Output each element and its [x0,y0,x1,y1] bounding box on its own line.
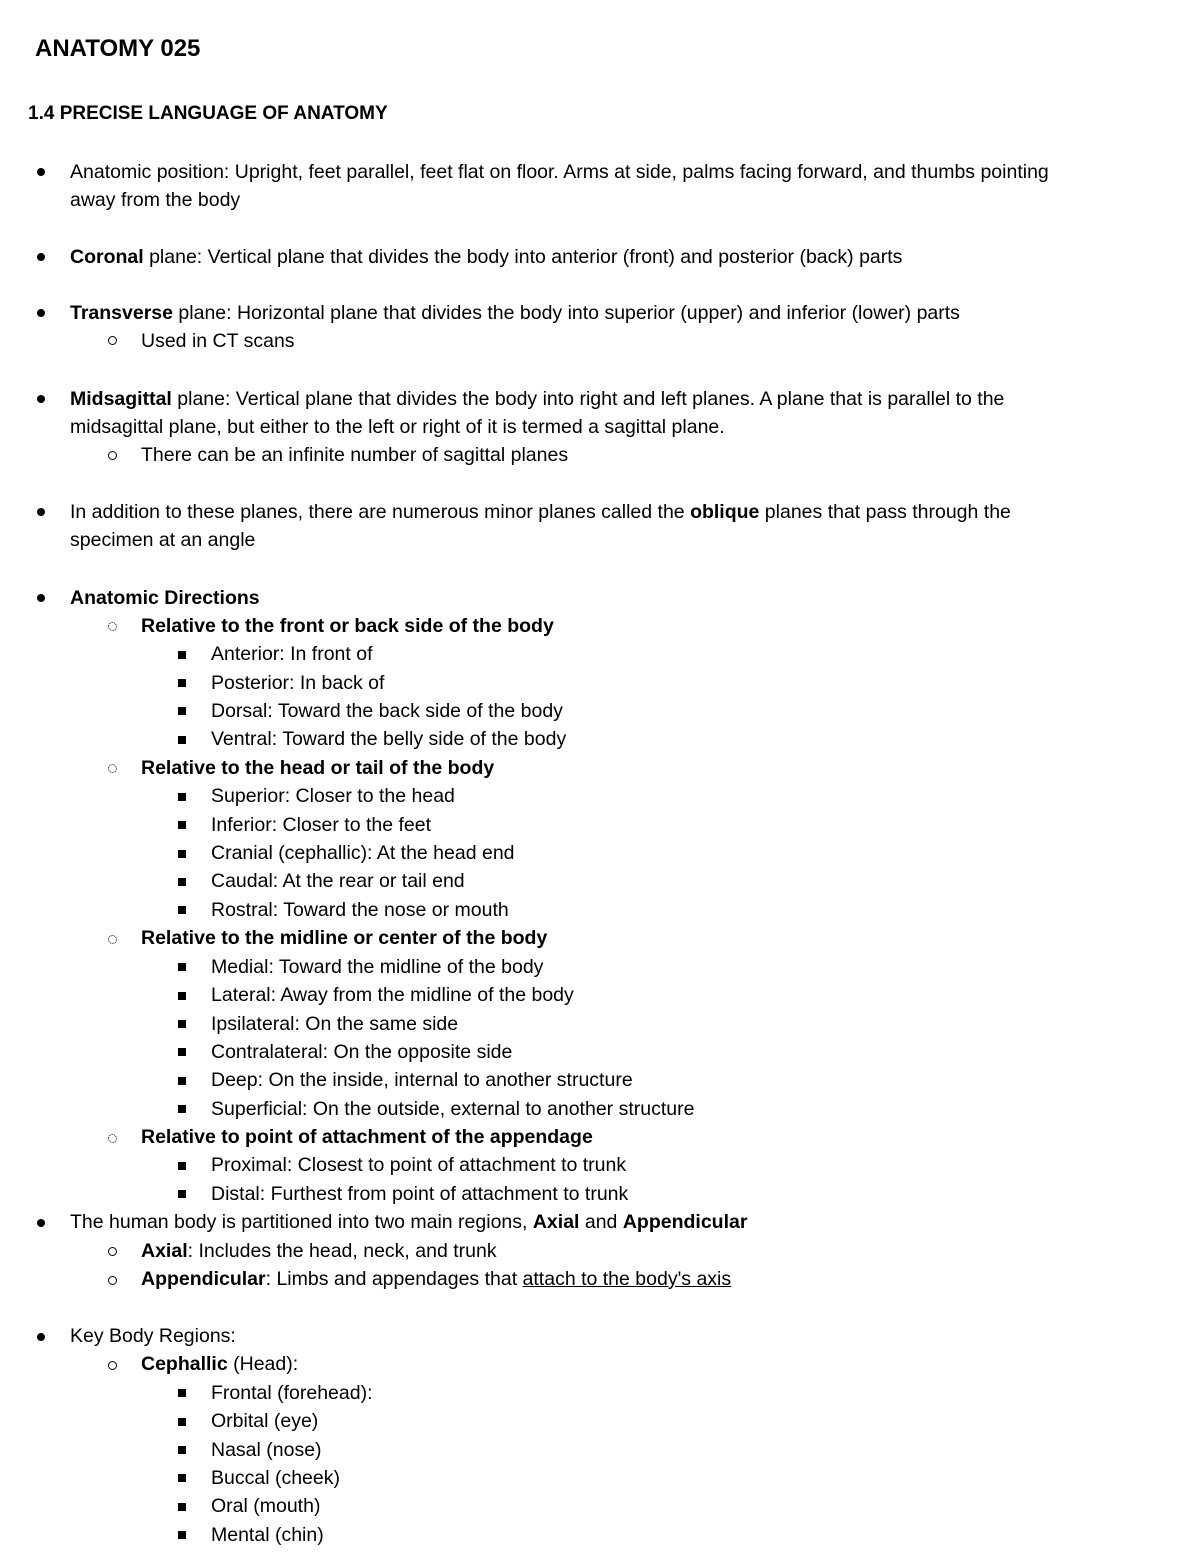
term-deep: Deep: On the inside, internal to another structure [211,1069,633,1091]
term-bold: Cephallic [141,1353,228,1375]
list-item-midsagittal [70,385,1004,413]
term-definition: plane: Vertical plane that divides the body into anterior (front) and posterior (back) parts [143,246,903,268]
bullet-square [178,1162,186,1170]
bullet-dotted-ring [108,622,117,631]
list-item-anatomic-position: Anatomic position: Upright, feet parallel, feet flat on floor. Arms at side, palms facing forward, and thumbs pointing [70,161,1049,183]
term-ventral: Ventral: Toward the belly side of the body [211,728,567,750]
sub-item-appendicular [141,1265,731,1293]
bullet-disc [37,594,45,602]
bullet-dotted-ring [108,1134,117,1143]
bullet-square [178,1446,186,1454]
bullet-disc [37,168,45,176]
bullet-square [178,1077,186,1085]
list-item-continuation: specimen at an angle [70,529,256,551]
term-mental: Mental (chin) [211,1524,324,1546]
bullet-square [178,1020,186,1028]
document-title: ANATOMY 025 [35,35,201,62]
term-definition: : Includes the head, neck, and trunk [187,1240,497,1262]
term-distal: Distal: Furthest from point of attachment to trunk [211,1183,629,1205]
term-bold: Transverse [70,302,173,324]
bullet-disc [37,508,45,516]
bullet-disc [37,395,45,403]
term-superior: Superior: Closer to the head [211,785,455,807]
bullet-dotted-ring [108,764,117,773]
list-item-coronal [70,243,902,271]
bullet-ring [108,1361,117,1370]
text-span: and [579,1211,623,1233]
bullet-square [178,1531,186,1539]
term-nasal: Nasal (nose) [211,1439,322,1461]
bullet-ring [108,1247,117,1256]
text-span: In addition to these planes, there are numerous minor planes called the [70,501,691,523]
underlined-text: attach to the body's axis [522,1268,732,1290]
term-bold: Axial [141,1240,188,1262]
term-frontal: Frontal (forehead): [211,1382,373,1404]
bullet-square [178,793,186,801]
list-item-key-regions: Key Body Regions: [70,1325,236,1347]
list-item-transverse [70,299,960,327]
term-inferior: Inferior: Closer to the feet [211,814,432,836]
sub-item-cephallic [141,1350,298,1378]
bullet-ring [108,1276,117,1285]
term-bold: oblique [690,501,760,523]
section-heading: 1.4 PRECISE LANGUAGE OF ANATOMY [28,103,388,124]
list-item-regions [70,1208,747,1236]
bullet-square [178,850,186,858]
list-item-continuation: away from the body [70,189,241,211]
term-definition: (Head): [227,1353,299,1375]
bullet-square [178,679,186,687]
bullet-square [178,878,186,886]
term-bold: Appendicular [141,1268,266,1290]
bullet-disc [37,253,45,261]
bullet-square [178,736,186,744]
bullet-disc [37,1219,45,1227]
list-item-continuation: midsagittal plane, but either to the left or right of it is termed a sagittal plane. [70,416,725,438]
term-definition: plane: Horizontal plane that divides the body into superior (upper) and inferior (lower) parts [173,302,960,324]
bullet-ring [108,451,117,460]
bullet-square [178,821,186,829]
sub-item-axial [141,1237,497,1265]
sub-item-sagittal-planes: There can be an infinite number of sagittal planes [141,444,569,466]
term-bold: Appendicular [622,1211,748,1233]
term-proximal: Proximal: Closest to point of attachment to trunk [211,1154,627,1176]
term-oral: Oral (mouth) [211,1495,321,1517]
term-anterior: Anterior: In front of [211,643,373,665]
sub-item-ct-scans: Used in CT scans [141,330,295,352]
group-heading-midline: Relative to the midline or center of the body [141,927,548,949]
text-span: The human body is partitioned into two main regions, [70,1211,533,1233]
bullet-square [178,1389,186,1397]
term-bold: Axial [532,1211,580,1233]
term-orbital: Orbital (eye) [211,1410,319,1432]
bullet-square [178,707,186,715]
term-bold: Midsagittal [70,388,172,410]
term-dorsal: Dorsal: Toward the back side of the body [211,700,563,722]
text-span: planes that pass through the [759,501,1011,523]
term-cranial: Cranial (cephallic): At the head end [211,842,515,864]
term-definition: : Limbs and appendages that [265,1268,523,1290]
bullet-square [178,651,186,659]
term-medial: Medial: Toward the midline of the body [211,956,544,978]
term-rostral: Rostral: Toward the nose or mouth [211,899,509,921]
group-heading-appendage: Relative to point of attachment of the appendage [141,1126,593,1148]
list-item-anatomic-directions: Anatomic Directions [70,587,260,609]
bullet-square [178,1048,186,1056]
term-bold: Coronal [70,246,144,268]
term-ipsilateral: Ipsilateral: On the same side [211,1013,459,1035]
term-caudal: Caudal: At the rear or tail end [211,870,465,892]
bullet-dotted-ring [108,935,117,944]
group-heading-front-back: Relative to the front or back side of the body [141,615,554,637]
term-lateral: Lateral: Away from the midline of the body [211,984,574,1006]
bullet-square [178,1105,186,1113]
term-definition: plane: Vertical plane that divides the body into right and left planes. A plane that is parallel to the [171,388,1005,410]
bullet-square [178,992,186,1000]
term-superficial: Superficial: On the outside, external to another structure [211,1098,695,1120]
term-contralateral: Contralateral: On the opposite side [211,1041,513,1063]
bullet-square [178,1503,186,1511]
group-heading-head-tail: Relative to the head or tail of the body [141,757,495,779]
bullet-disc [37,1333,45,1341]
bullet-ring [108,336,117,345]
bullet-square [178,1418,186,1426]
bullet-square [178,1190,186,1198]
bullet-square [178,1474,186,1482]
bullet-square [178,906,186,914]
term-posterior: Posterior: In back of [211,672,385,694]
bullet-square [178,963,186,971]
list-item-oblique [70,498,1011,526]
term-buccal: Buccal (cheek) [211,1467,340,1489]
bullet-disc [37,309,45,317]
